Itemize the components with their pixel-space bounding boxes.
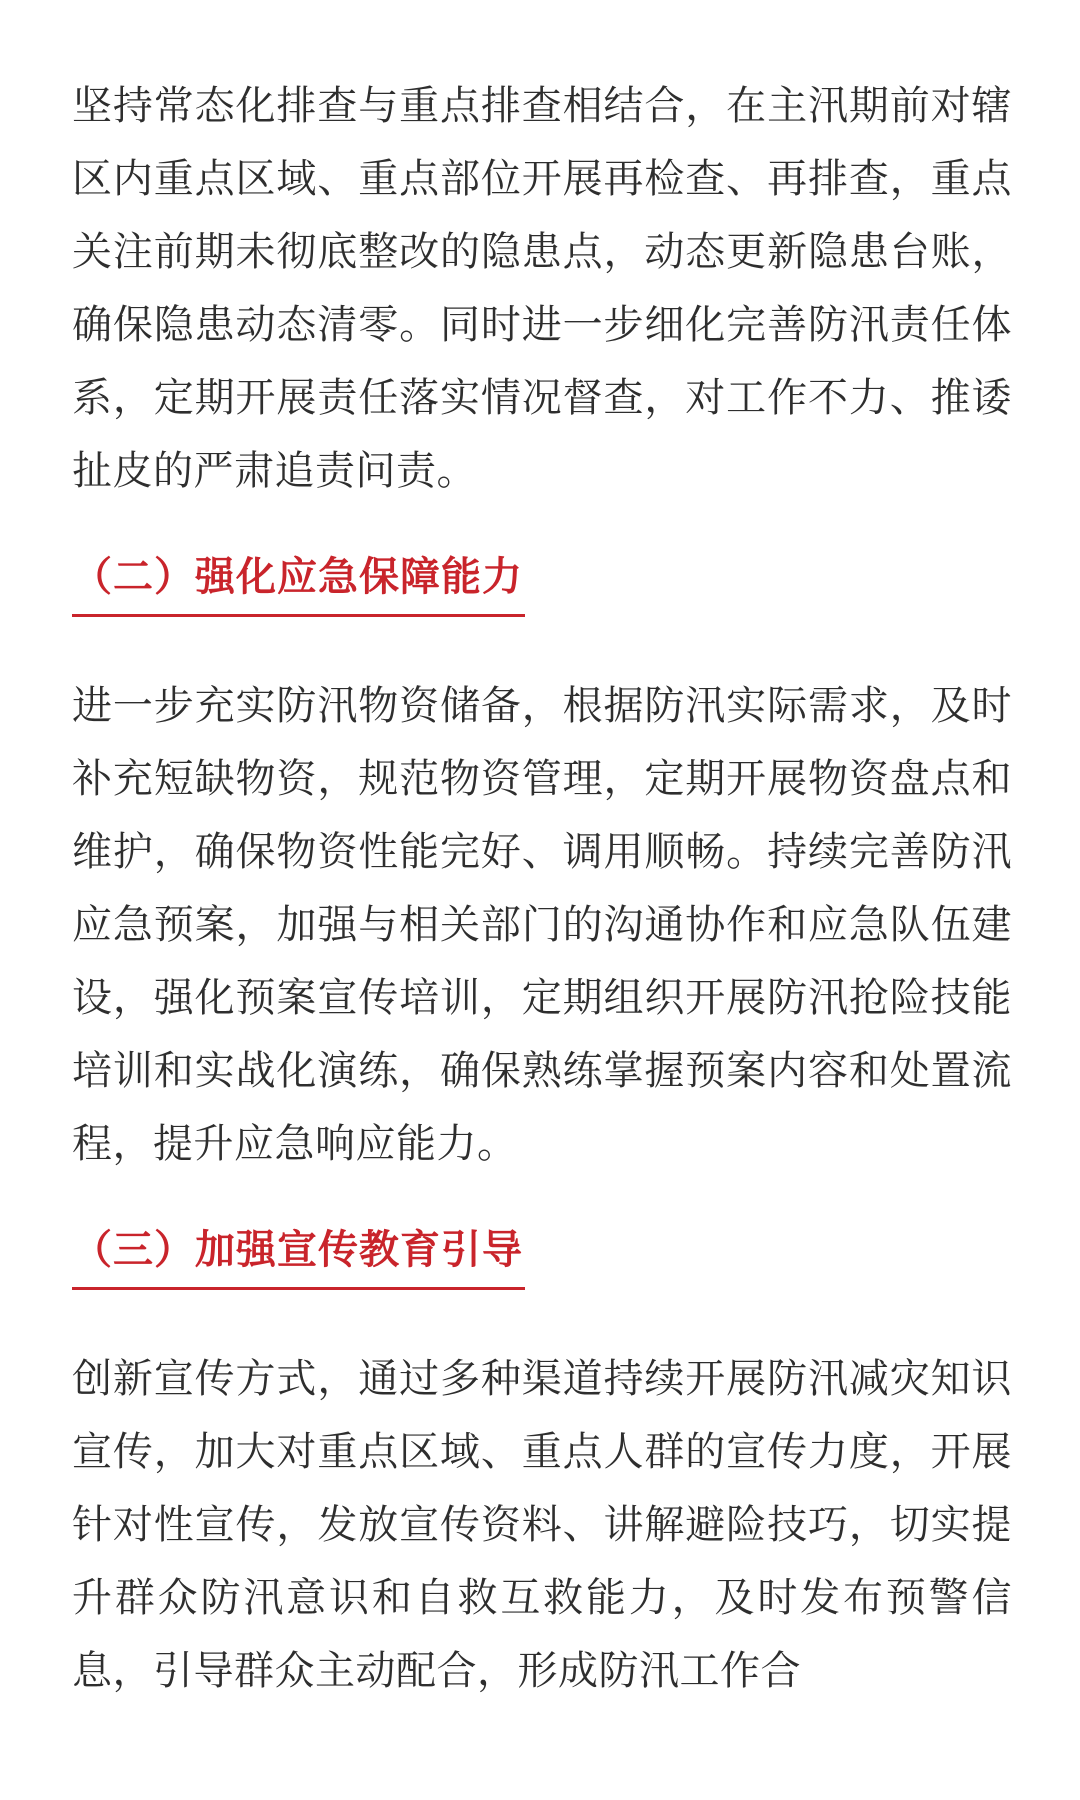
section-heading-emergency — [72, 548, 1012, 634]
paragraph-emergency-support: 进一步充实防汛物资储备，根据防汛实际需求，及时补充短缺物资，规范物资管理，定期开展物资盘点和维护，确保物资性能完好、调用顺畅。持续完善防汛应急预案，加强与相关部门的沟通协作和应急队伍建设，强化预案宣传培训，定期组织开展防汛抢险技能培训和实战化演练，确保熟练掌握预案内容和处置流程，提升应急响应能力。 — [72, 683, 1012, 1167]
paragraph-hazard-inspection: 坚持常态化排查与重点排查相结合，在主汛期前对辖区内重点区域、重点部位开展再检查、再排查，重点关注前期未彻底整改的隐患点，动态更新隐患台账，确保隐患动态清零。同时进一步细化完善防汛责任体系，定期开展责任落实情况督查，对工作不力、推诿扯皮的严肃追责问责。 — [72, 83, 1012, 494]
paragraph-publicity-education: 创新宣传方式，通过多种渠道持续开展防汛减灾知识宣传，加大对重点区域、重点人群的宣传力度，开展针对性宣传，发放宣传资料、讲解避险技巧，切实提升群众防汛意识和自救互救能力，及时发布预警信息，引导群众主动配合，形成防汛工作合 — [72, 1356, 1012, 1694]
heading-emergency-support: （二）强化应急保障能力 — [72, 548, 525, 617]
heading-publicity-education: （三）加强宣传教育引导 — [72, 1221, 525, 1290]
section-heading-publicity — [72, 1221, 1012, 1307]
article-body — [72, 70, 1012, 1708]
